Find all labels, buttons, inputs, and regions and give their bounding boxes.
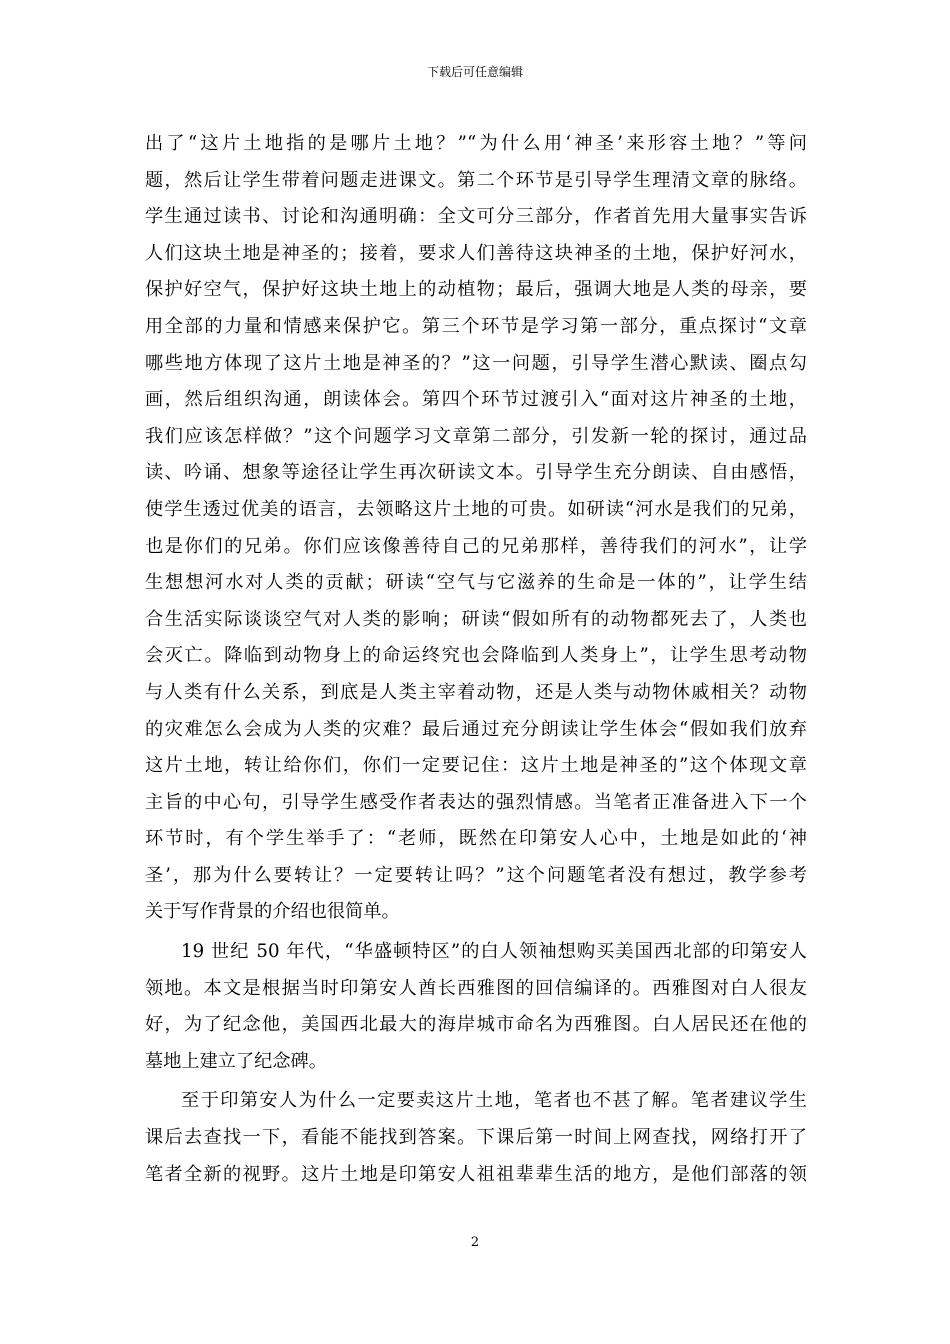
text-line: 环节时，有个学生举手了：“老师，既然在印第安人心中，土地是如此的‘神 [145,828,807,850]
text-line: 合生活实际谈谈空气对人类的影响；研读“假如所有的动物都死去了，人类也 [145,608,807,630]
text-line: 题，然后让学生带着问题走进课文。第二个环节是引导学生理清文章的脉络。 [145,169,807,191]
document-body [145,126,807,1193]
text-line: 画，然后组织沟通，朗读体会。第四个环节过渡引入“面对这片神圣的土地， [145,389,807,411]
text-line: 关于写作背景的介绍也很简单。 [145,901,400,923]
page-header: 下载后可任意编辑 [426,65,523,79]
paragraph [145,934,807,1080]
text-line: 读、吟诵、想象等途径让学生再次研读文本。引导学生充分朗读、自由感悟， [145,462,807,484]
text-line: 生想想河水对人类的贡献；研读“空气与它滋养的生命是一体的”，让学生结 [145,572,807,594]
text-line: 会灭亡。降临到动物身上的命运终究也会降临到人类身上”，让学生思考动物 [145,645,807,667]
text-line: 这片土地，转让给你们，你们一定要记住：这片土地是神圣的”这个体现文章 [145,755,807,777]
text-line: 人们这块土地是神圣的；接着，要求人们善待这块神圣的土地，保护好河水， [145,242,807,264]
text-line: 19 世纪 50 年代，“华盛顿特区”的白人领袖想购买美国西北部的印第安人 [181,941,807,963]
text-line: 圣’，那为什么要转让？一定要转让吗？”这个问题笔者没有想过，教学参考 [145,864,807,886]
text-line: 与人类有什么关系，到底是人类主宰着动物，还是人类与动物休戚相关？动物 [145,681,807,703]
text-line: 笔者全新的视野。这片土地是印第安人祖祖辈辈生活的地方，是他们部落的领 [145,1163,807,1185]
text-line: 主旨的中心句，引导学生感受作者表达的强烈情感。当笔者正准备进入下一个 [145,791,807,813]
text-line: 墓地上建立了纪念碑。 [145,1050,327,1072]
text-line: 课后去查找一下，看能不能找到答案。下课后第一时间上网查找，网络打开了 [145,1127,807,1149]
text-line: 领地。本文是根据当时印第安人酋长西雅图的回信编译的。西雅图对白人很友 [145,977,807,999]
text-line: 我们应该怎样做？”这个问题学习文章第二部分，引发新一轮的探讨，通过品 [145,425,807,447]
text-line: 好，为了纪念他，美国西北最大的海岸城市命名为西雅图。白人居民还在他的 [145,1014,807,1036]
text-line: 至于印第安人为什么一定要卖这片土地，笔者也不甚了解。笔者建议学生 [181,1090,807,1112]
text-line: 哪些地方体现了这片土地是神圣的？”这一问题，引导学生潜心默读、圈点勾 [145,352,807,374]
text-line: 学生通过读书、讨论和沟通明确：全文可分三部分，作者首先用大量事实告诉 [145,206,807,228]
paragraph [145,126,807,931]
text-line: 用全部的力量和情感来保护它。第三个环节是学习第一部分，重点探讨“文章 [145,315,807,337]
paragraph [145,1083,807,1193]
text-line: 的灾难怎么会成为人类的灾难？最后通过充分朗读让学生体会“假如我们放弃 [145,718,807,740]
text-line: 保护好空气，保护好这块土地上的动植物；最后，强调大地是人类的母亲，要 [145,279,807,301]
text-line: 使学生透过优美的语言，去领略这片土地的可贵。如研读“河水是我们的兄弟， [145,498,807,520]
text-line: 出了“这片土地指的是哪片土地？”“为什么用‘神圣’来形容土地？”等问 [145,133,807,154]
text-line: 也是你们的兄弟。你们应该像善待自己的兄弟那样，善待我们的河水”，让学 [145,535,807,557]
page-number: 2 [470,1235,480,1250]
